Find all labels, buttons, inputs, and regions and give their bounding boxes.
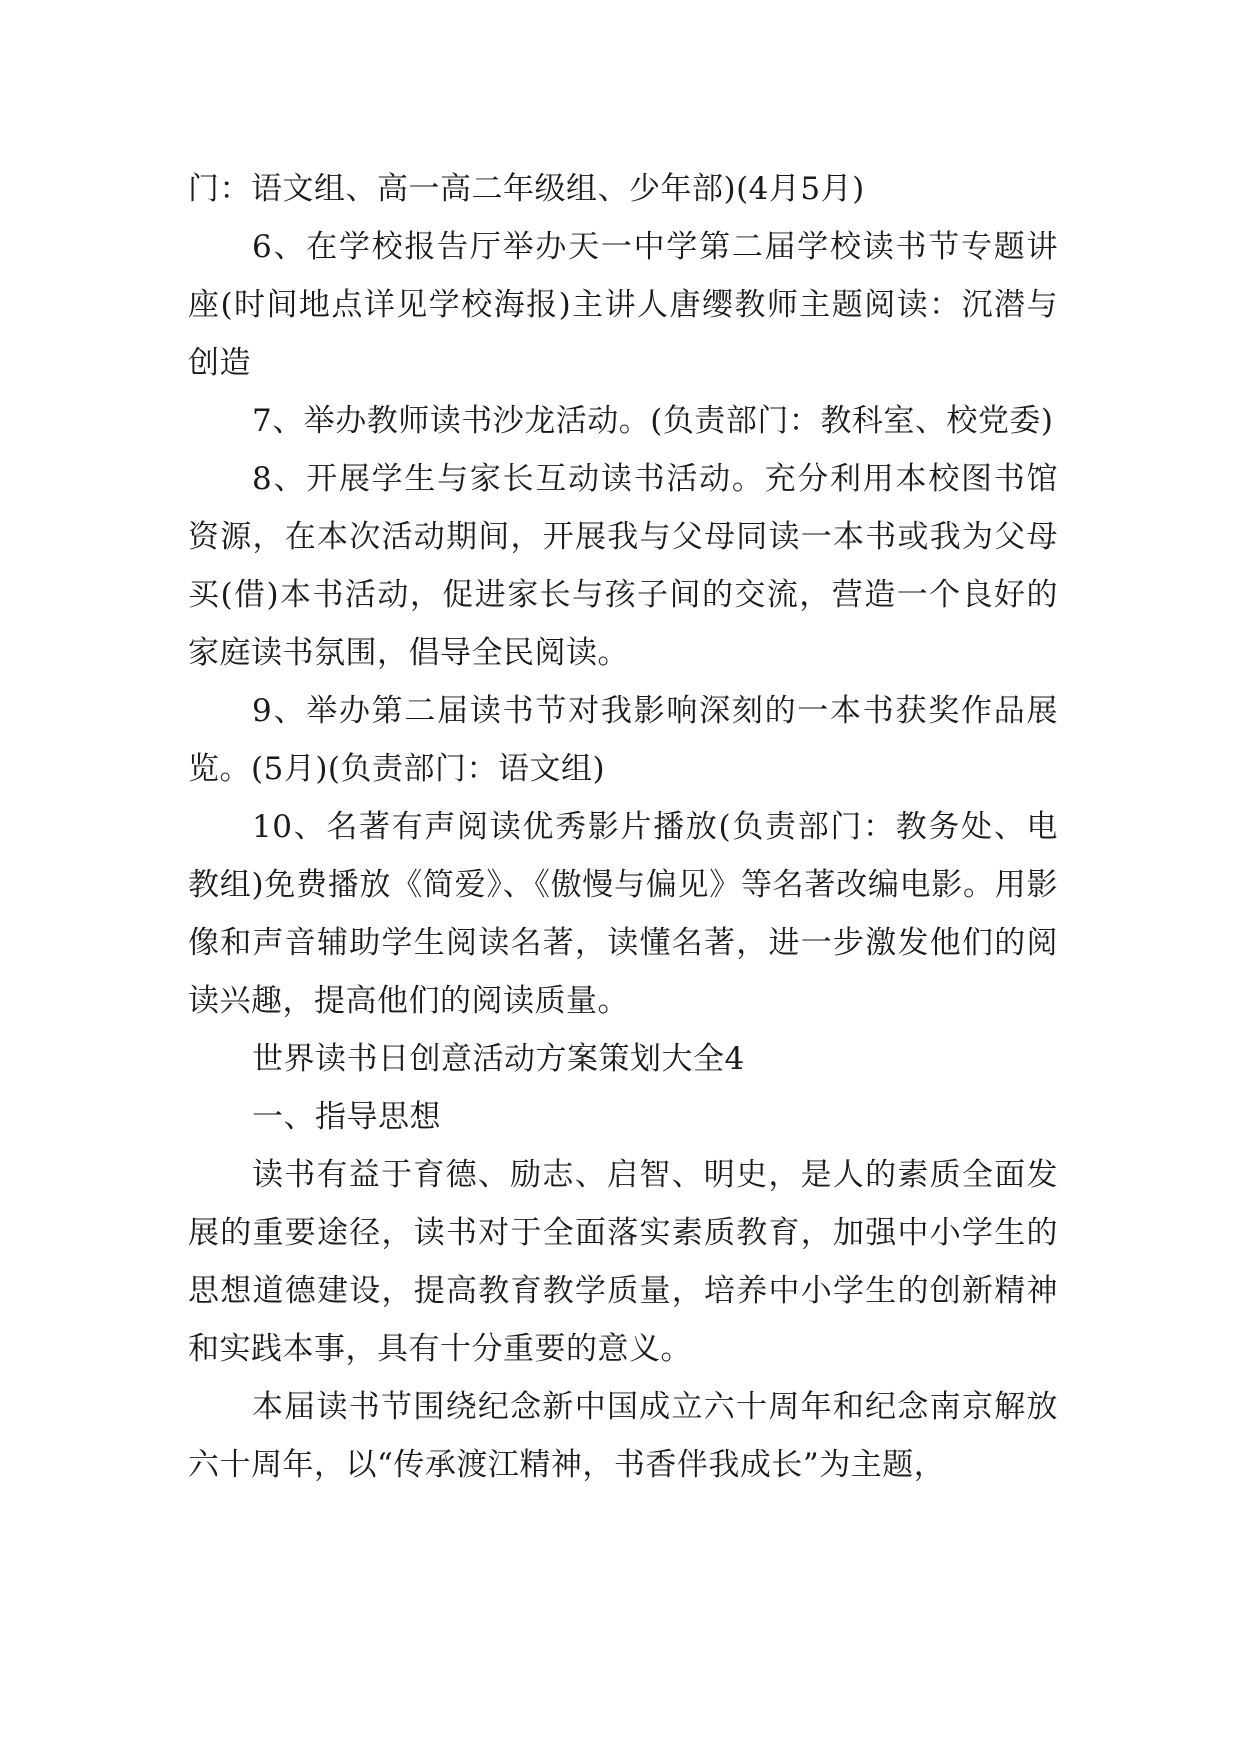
paragraph-10: 本届读书节围绕纪念新中国成立六十周年和纪念南京解放六十周年，以“传承渡江精神，书香伴我成长”为主题，: [188, 1389, 1058, 1483]
paragraph-2: 6、在学校报告厅举办天一中学第二届学校读书节专题讲座(时间地点详见学校海报)主讲人唐缨教师主题阅读：沉潜与创造: [188, 229, 1058, 381]
document-body: [188, 160, 1058, 1494]
section-heading: 一、指导思想: [252, 1099, 441, 1135]
paragraph-9: 读书有益于育德、励志、启智、明史，是人的素质全面发展的重要途径，读书对于全面落实素质教育，加强中小学生的思想道德建设，提高教育教学质量，培养中小学生的创新精神和实践本事，具有十分重要的意义。: [188, 1157, 1058, 1367]
paragraph-6: 10、名著有声阅读优秀影片播放(负责部门：教务处、电教组)免费播放《简爱》、《傲慢与偏见》等名著改编电影。用影像和声音辅助学生阅读名著，读懂名著，进一步激发他们的阅读兴趣，提高他们的阅读质量。: [188, 809, 1058, 1019]
section-title: 世界读书日创意活动方案策划大全4: [252, 1041, 745, 1077]
paragraph-5: 9、举办第二届读书节对我影响深刻的一本书获奖作品展览。(5月)(负责部门：语文组): [188, 693, 1058, 787]
paragraph-4: 8、开展学生与家长互动读书活动。充分利用本校图书馆资源，在本次活动期间，开展我与父母同读一本书或我为父母买(借)本书活动，促进家长与孩子间的交流，营造一个良好的家庭读书氛围，倡导全民阅读。: [188, 461, 1058, 671]
paragraph-1: 门：语文组、高一高二年级组、少年部)(4月5月): [188, 171, 865, 207]
paragraph-3: 7、举办教师读书沙龙活动。(负责部门：教科室、校党委): [252, 403, 1054, 439]
